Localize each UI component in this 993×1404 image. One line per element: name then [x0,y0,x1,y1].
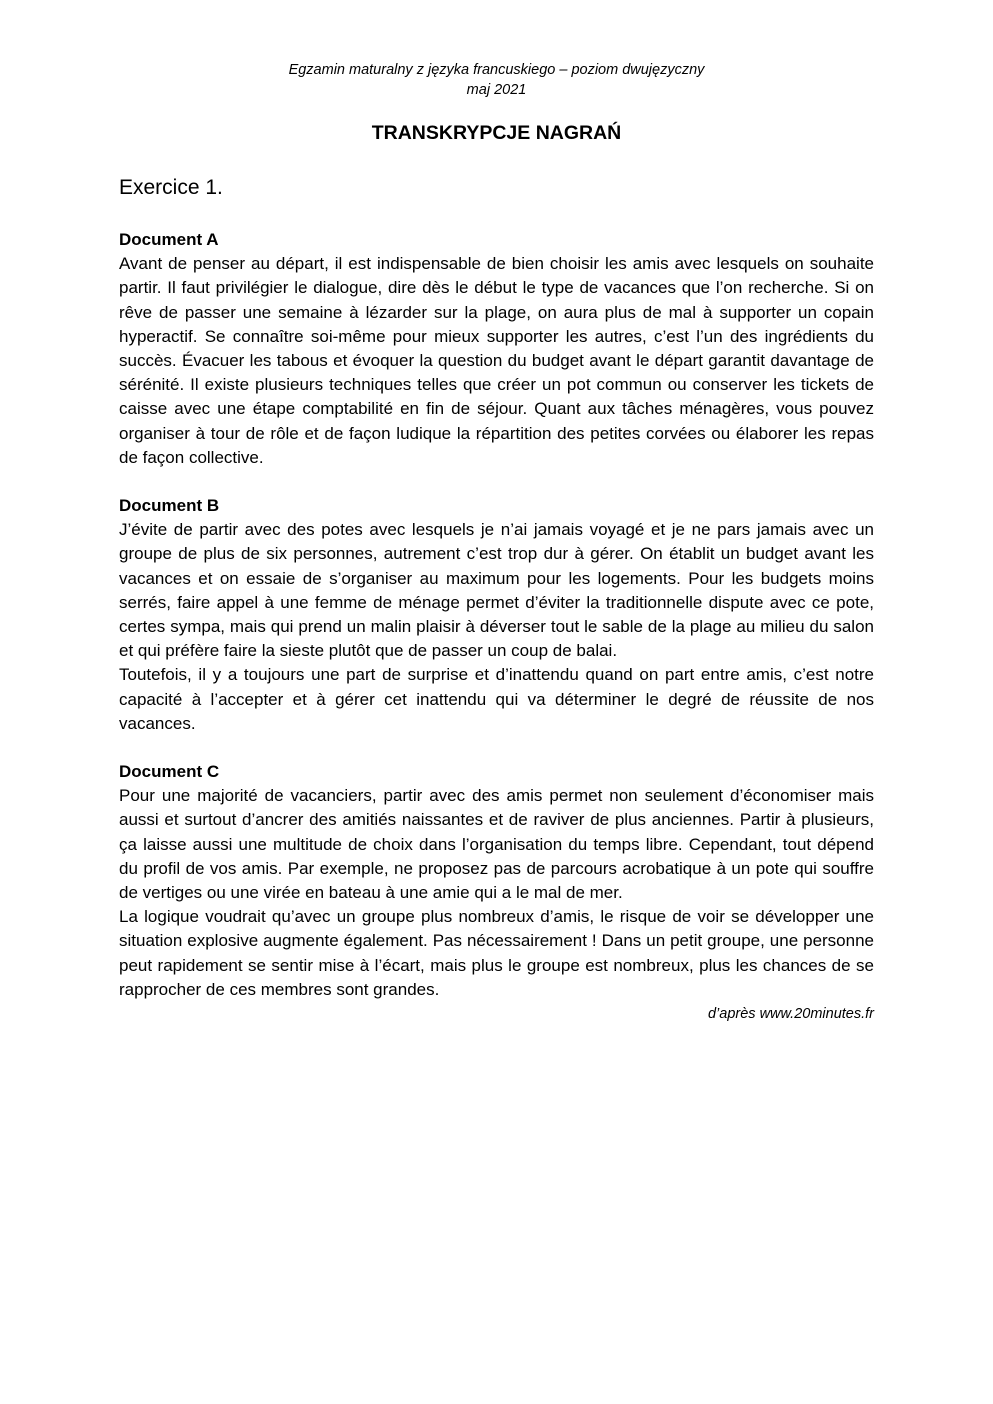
document-b-paragraph-2: Toutefois, il y a toujours une part de surprise et d’inattendu quand on part entre amis, c’est notre capacité à l’accepter et à gérer cet inattendu qui va déterminer le degré de réussite de nos vacances. [119,665,874,733]
document-b-title: Document B [119,496,220,516]
exercise-title: Exercice 1. [119,176,223,199]
exam-header-line-1: Egzamin maturalny z języka francuskiego – poziom dwujęzyczny [288,62,705,78]
source-citation: d’après www.20minutes.fr [707,1006,874,1023]
document-a-section [119,228,874,470]
document-c-section [119,760,874,1002]
exam-header [119,60,874,100]
page-title: TRANSKRYPCJE NAGRAŃ [371,122,622,144]
document-b-paragraph-1: J’évite de partir avec des potes avec lesquels je n’ai jamais voyagé et je ne pars jamais avec un groupe de plus de six personnes, autrement c’est trop dur à gérer. On établit un budget avant les vacances et on essaie de s’organiser au maximum pour les logements. Pour les budgets moins serrés, faire appel à une femme de ménage permet d’éviter la traditionnelle dispute avec ce pote, certes sympa, mais qui prend un malin plaisir à déverser tout le sable de la plage au milieu du salon et qui préfère faire la sieste plutôt que de passer un coup de balai. [119,520,874,661]
document-a-paragraph-1: Avant de penser au départ, il est indispensable de bien choisir les amis avec lesquels on souhaite partir. Il faut privilégier le dialogue, dire dès le début le type de vacances que l’on recherche. Si on rêve de passer une semaine à lézarder sur la plage, on aura plus de mal à supporter un copain hyperactif. Se connaître soi-même pour mieux supporter les autres, c’est l’un des ingrédients du succès. Évacuer les tabous et évoquer la question du budget avant le départ garantit davantage de sérénité. Il existe plusieurs techniques telles que créer un pot commun ou conserver les tickets de caisse avec une étape comptabilité en fin de séjour. Quant aux tâches ménagères, vous pouvez organiser à tour de rôle et de façon ludique la répartition des petites corvées ou élaborer les repas de façon collective. [119,254,874,467]
document-a-title: Document A [119,230,219,249]
document-c-paragraph-2: La logique voudrait qu’avec un groupe plus nombreux d’amis, le risque de voir se développer une situation explosive augmente également. Pas nécessairement ! Dans un petit groupe, une personne peut rapidement se sentir mise à l’écart, mais plus le groupe est nombreux, plus les chances de se rapprocher de ces membres sont grandes. [119,907,874,999]
document-c-paragraph-1: Pour une majorité de vacanciers, partir avec des amis permet non seulement d’économiser mais aussi et surtout d’ancrer des amitiés naissantes et de raviver de plus anciennes. Partir à plusieurs, ça laisse aussi une multitude de choix dans l’organisation du temps libre. Cependant, tout dépend du profil de vos amis. Par exemple, ne proposez pas de parcours acrobatique à un pote qui souffre de vertiges ou une virée en bateau à une amie qui a le mal de mer. [119,786,874,903]
document-b-section [119,494,874,736]
document-c-title: Document C [119,762,220,782]
exam-header-line-2: maj 2021 [466,82,527,98]
